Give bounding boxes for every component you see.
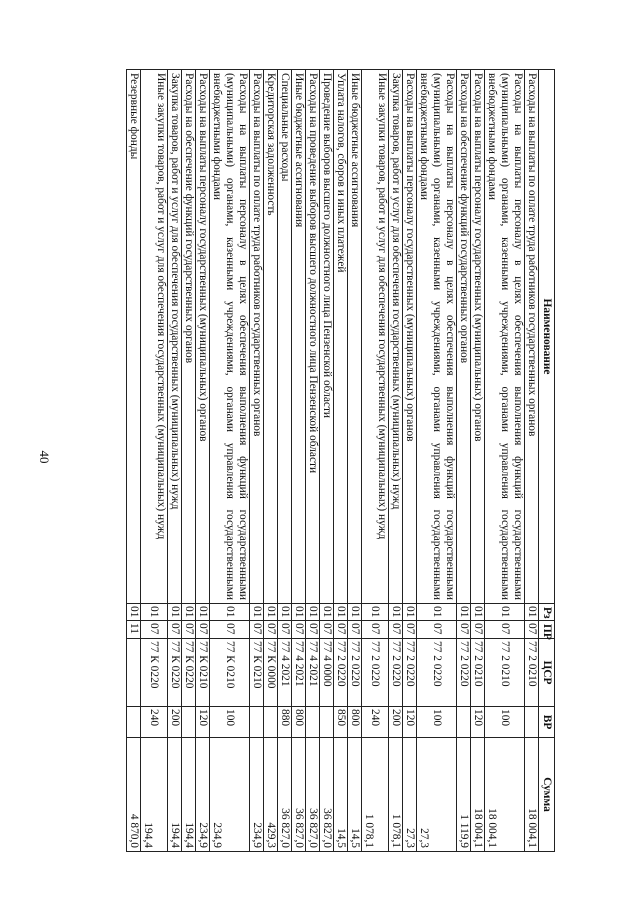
- header-pr: ПР: [539, 621, 555, 639]
- row-vr: 200: [389, 707, 403, 738]
- header-vr: ВР: [539, 707, 555, 738]
- row-name: Расходы на выплаты персоналу в целях обеспечения выполнения функций государственными (муниципальными) органами, казенными учреждениями, органами управления государственными внебюджетными фондами: [485, 70, 525, 604]
- row-sum: 36 827,0: [292, 738, 306, 852]
- row-sum: 18 004,1: [471, 738, 485, 852]
- row-rz: 01: [196, 604, 210, 621]
- row-name: Расходы на проведение выборов высшего должностного лица Пензенской области: [306, 70, 320, 604]
- row-sum: 36 827,0: [320, 738, 334, 852]
- row-vr: 240: [141, 707, 168, 738]
- row-rz: 01: [278, 604, 292, 621]
- row-rz: 01: [389, 604, 403, 621]
- row-vr: [127, 707, 141, 738]
- row-pr: 07: [417, 621, 457, 639]
- row-name: Иные бюджетные ассигнования: [348, 70, 362, 604]
- row-rz: 01: [182, 604, 196, 621]
- row-pr: 07: [362, 621, 389, 639]
- row-csr: 77 2 0220: [417, 639, 457, 707]
- table-row: [306, 70, 320, 852]
- row-vr: [457, 707, 471, 738]
- row-pr: 07: [141, 621, 168, 639]
- row-sum: 14,5: [348, 738, 362, 852]
- row-name: Расходы на выплаты по оплате труда работников государственных органов: [250, 70, 264, 604]
- row-pr: 07: [334, 621, 348, 639]
- rotated-page-content: [92, 69, 555, 851]
- row-csr: 77 4 2021: [292, 639, 306, 707]
- row-sum: 234,9: [196, 738, 210, 852]
- table-row: [334, 70, 348, 852]
- row-pr: 07: [278, 621, 292, 639]
- row-csr: 77 4 2021: [306, 639, 320, 707]
- row-csr: 77 К 0210: [250, 639, 264, 707]
- row-csr: 77 2 0220: [403, 639, 417, 707]
- row-vr: 120: [403, 707, 417, 738]
- row-rz: 01: [306, 604, 320, 621]
- table-row: [320, 70, 334, 852]
- row-pr: 07: [196, 621, 210, 639]
- row-vr: 850: [334, 707, 348, 738]
- row-name: Уплата налогов, сборов и иных платежей: [334, 70, 348, 604]
- row-csr: 77 К 0220: [141, 639, 168, 707]
- row-sum: 1 078,1: [389, 738, 403, 852]
- row-vr: [182, 707, 196, 738]
- table-row: [292, 70, 306, 852]
- row-csr: 77 К 0220: [182, 639, 196, 707]
- row-vr: [250, 707, 264, 738]
- row-pr: 07: [168, 621, 182, 639]
- row-sum: 36 827,0: [278, 738, 292, 852]
- row-csr: 77 4 0000: [320, 639, 334, 707]
- row-rz: 01: [457, 604, 471, 621]
- row-vr: 200: [168, 707, 182, 738]
- row-csr: 77 2 0210: [471, 639, 485, 707]
- header-csr: ЦСР: [539, 639, 555, 707]
- row-sum: 1 119,9: [457, 738, 471, 852]
- row-name: Расходы на обеспечение функций государственных органов: [457, 70, 471, 604]
- table-row: [264, 70, 278, 852]
- row-vr: 100: [417, 707, 457, 738]
- table-header-row: [539, 70, 555, 852]
- row-pr: 07: [525, 621, 539, 639]
- table-row: [196, 70, 210, 852]
- row-rz: 01: [127, 604, 141, 621]
- table-row: [457, 70, 471, 852]
- table-row: [348, 70, 362, 852]
- row-name: Иные закупки товаров, работ и услуг для обеспечения государственных (муниципальных) нужд: [141, 70, 168, 604]
- table-row: [250, 70, 264, 852]
- row-rz: 01: [525, 604, 539, 621]
- row-sum: 4 870,0: [127, 738, 141, 852]
- header-rz: Рз: [539, 604, 555, 621]
- row-pr: 07: [457, 621, 471, 639]
- row-pr: 11: [127, 621, 141, 639]
- row-vr: 240: [362, 707, 389, 738]
- row-csr: 77 К 0220: [168, 639, 182, 707]
- budget-table: [126, 69, 555, 852]
- row-pr: 07: [306, 621, 320, 639]
- table-row: [362, 70, 389, 852]
- row-rz: 01: [168, 604, 182, 621]
- row-sum: 234,9: [210, 738, 250, 852]
- row-pr: 07: [250, 621, 264, 639]
- row-name: Расходы на выплаты персоналу государственных (муниципальных) органов: [196, 70, 210, 604]
- row-csr: 77 2 0220: [334, 639, 348, 707]
- table-row: [417, 70, 457, 852]
- row-csr: 77 2 0210: [525, 639, 539, 707]
- row-sum: 14,5: [334, 738, 348, 852]
- row-vr: 800: [348, 707, 362, 738]
- table-row: [389, 70, 403, 852]
- row-name: Иные закупки товаров, работ и услуг для обеспечения государственных (муниципальных) нужд: [362, 70, 389, 604]
- row-vr: 100: [485, 707, 525, 738]
- row-pr: 07: [292, 621, 306, 639]
- table-row: [278, 70, 292, 852]
- row-rz: 01: [348, 604, 362, 621]
- table-row: [182, 70, 196, 852]
- row-vr: 120: [471, 707, 485, 738]
- row-rz: 01: [141, 604, 168, 621]
- row-rz: 01: [471, 604, 485, 621]
- row-name: Расходы на выплаты персоналу государственных (муниципальных) органов: [471, 70, 485, 604]
- row-name: Иные бюджетные ассигнования: [292, 70, 306, 604]
- row-sum: 194,4: [141, 738, 168, 852]
- row-name: Резервные фонды: [127, 70, 141, 604]
- row-rz: 01: [210, 604, 250, 621]
- row-name: Проведение выборов высшего должностного лица Пензенской области: [320, 70, 334, 604]
- row-vr: 880: [278, 707, 292, 738]
- row-sum: 194,4: [168, 738, 182, 852]
- row-name: Кредиторская задолженность: [264, 70, 278, 604]
- table-row: [141, 70, 168, 852]
- row-csr: 77 К 0210: [196, 639, 210, 707]
- row-vr: [264, 707, 278, 738]
- row-pr: 07: [389, 621, 403, 639]
- row-rz: 01: [334, 604, 348, 621]
- row-vr: [320, 707, 334, 738]
- row-pr: 07: [471, 621, 485, 639]
- row-rz: 01: [264, 604, 278, 621]
- row-vr: [525, 707, 539, 738]
- row-pr: 07: [348, 621, 362, 639]
- row-sum: 18 004,1: [525, 738, 539, 852]
- row-name: Расходы на выплаты по оплате труда работников государственных органов: [525, 70, 539, 604]
- row-pr: 07: [210, 621, 250, 639]
- row-rz: 01: [417, 604, 457, 621]
- row-rz: 01: [403, 604, 417, 621]
- row-csr: 77 К 0210: [210, 639, 250, 707]
- row-name: Расходы на обеспечение функций государственных органов: [182, 70, 196, 604]
- row-name: Расходы на выплаты персоналу государственных (муниципальных) органов: [403, 70, 417, 604]
- row-csr: 77 2 0210: [485, 639, 525, 707]
- row-rz: 01: [485, 604, 525, 621]
- row-rz: 01: [292, 604, 306, 621]
- row-pr: 07: [403, 621, 417, 639]
- row-csr: 77 К 0000: [264, 639, 278, 707]
- row-vr: 800: [292, 707, 306, 738]
- row-sum: 27,3: [417, 738, 457, 852]
- row-csr: 77 4 2021: [278, 639, 292, 707]
- row-vr: 120: [196, 707, 210, 738]
- row-sum: 1 078,1: [362, 738, 389, 852]
- row-rz: 01: [250, 604, 264, 621]
- table-row: [471, 70, 485, 852]
- row-vr: 100: [210, 707, 250, 738]
- row-sum: 27,3: [403, 738, 417, 852]
- row-name: Закупка товаров, работ и услуг для обеспечения государственных (муниципальных) нужд: [168, 70, 182, 604]
- row-sum: 234,9: [250, 738, 264, 852]
- row-pr: 07: [485, 621, 525, 639]
- table-row: [525, 70, 539, 852]
- row-csr: 77 2 0220: [348, 639, 362, 707]
- row-csr: 77 2 0220: [389, 639, 403, 707]
- table-row: [127, 70, 141, 852]
- row-csr: [127, 639, 141, 707]
- row-pr: 07: [182, 621, 196, 639]
- row-pr: 07: [320, 621, 334, 639]
- row-rz: 01: [320, 604, 334, 621]
- page-number: 40: [37, 450, 52, 464]
- row-sum: 36 827,0: [306, 738, 320, 852]
- row-sum: 194,4: [182, 738, 196, 852]
- row-csr: 77 2 0220: [457, 639, 471, 707]
- table-row: [210, 70, 250, 852]
- table-row: [168, 70, 182, 852]
- table-row: [485, 70, 525, 852]
- row-name: Расходы на выплаты персоналу в целях обеспечения выполнения функций государственными (муниципальными) органами, казенными учреждениями, органами управления государственными внебюджетными фондами: [417, 70, 457, 604]
- header-sum: Сумма: [539, 738, 555, 852]
- row-name: Расходы на выплаты персоналу в целях обеспечения выполнения функций государственными (муниципальными) органами, казенными учреждениями, органами управления государственными внебюджетными фондами: [210, 70, 250, 604]
- row-pr: 07: [264, 621, 278, 639]
- row-vr: [306, 707, 320, 738]
- row-rz: 01: [362, 604, 389, 621]
- row-sum: 429,3: [264, 738, 278, 852]
- table-row: [403, 70, 417, 852]
- row-sum: 18 004,1: [485, 738, 525, 852]
- row-csr: 77 2 0220: [362, 639, 389, 707]
- header-name: Наименование: [539, 70, 555, 604]
- row-name: Специальные расходы: [278, 70, 292, 604]
- row-name: Закупка товаров, работ и услуг для обеспечения государственных (муниципальных) нужд: [389, 70, 403, 604]
